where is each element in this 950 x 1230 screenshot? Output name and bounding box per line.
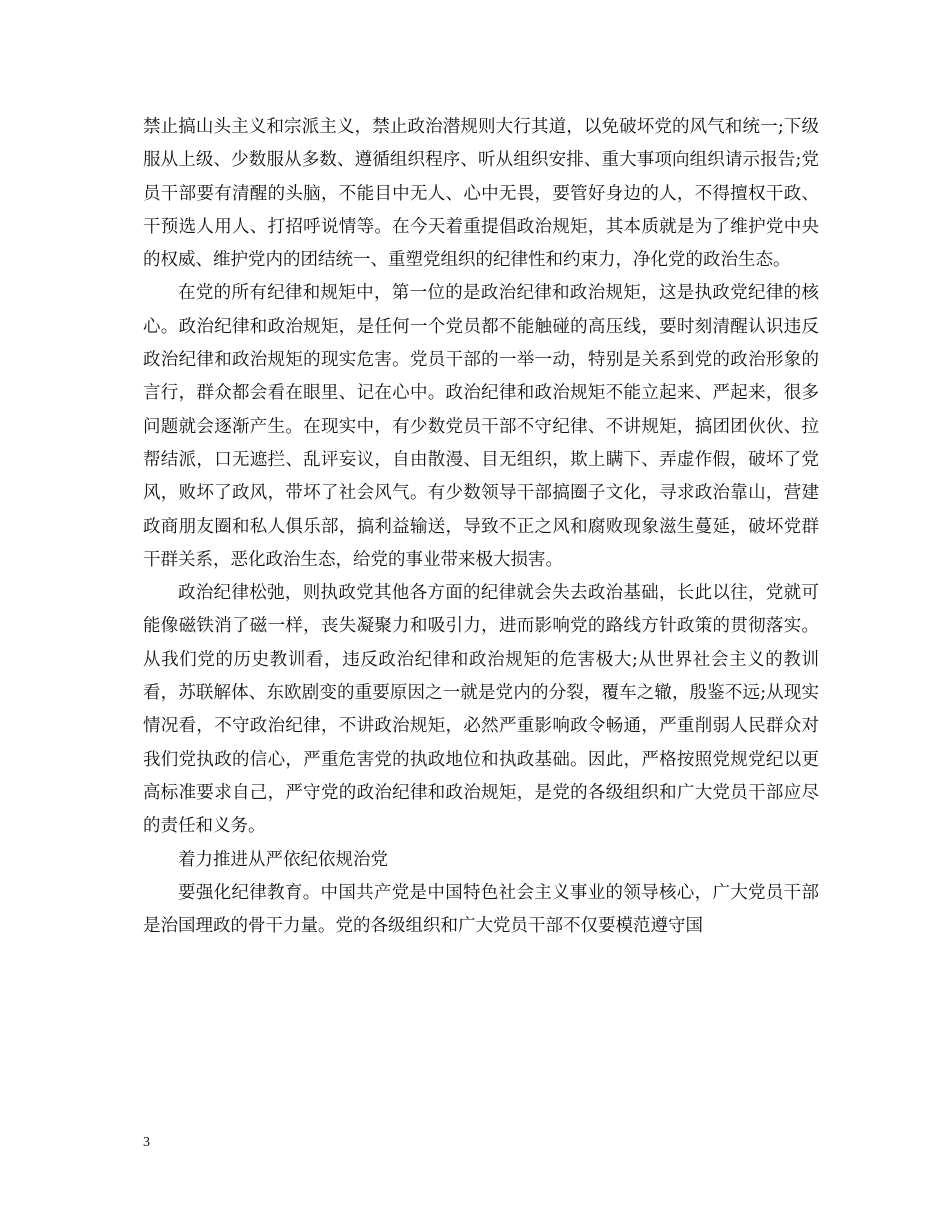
- page-number: 3: [143, 1135, 150, 1150]
- paragraph-4: 要强化纪律教育。中国共产党是中国特色社会主义事业的领导核心，广大党员干部是治国理政的骨干力量。党的各级组织和广大党员干部不仅要模范遵守国: [143, 882, 819, 937]
- paragraph-3: 政治纪律松弛，则执政党其他各方面的纪律就会失去政治基础，长此以往，党就可能像磁铁消了磁一样，丧失凝聚力和吸引力，进而影响党的路线方针政策的贯彻落实。从我们党的历史教训看，违反政治纪律和政治规矩的危害极大;从世界社会主义的教训看，苏联解体、东欧剧变的重要原因之一就是党内的分裂，覆车之辙，殷鉴不远;从现实情况看，不守政治纪律，不讲政治规矩，必然严重影响政令畅通，严重削弱人民群众对我们党执政的信心，严重危害党的执政地位和执政基础。因此，严格按照党规党纪以更高标准要求自己，严守党的政治纪律和政治规矩，是党的各级组织和广大党员干部应尽的责任和义务。: [143, 583, 819, 837]
- paragraph-1: 禁止搞山头主义和宗派主义，禁止政治潜规则大行其道，以免破坏党的风气和统一;下级服从上级、少数服从多数、遵循组织程序、听从组织安排、重大事项向组织请示报告;党员干部要有清醒的头脑，不能目中无人、心中无畏，要管好身边的人，不得擅权干政、干预选人用人、打招呼说情等。在今天着重提倡政治规矩，其本质就是为了维护党中央的权威、维护党内的团结统一、重塑党组织的纪律性和约束力，净化党的政治生态。: [143, 117, 819, 271]
- paragraph-2: 在党的所有纪律和规矩中，第一位的是政治纪律和政治规矩，这是执政党纪律的核心。政治纪律和政治规矩，是任何一个党员都不能触碰的高压线，要时刻清醒认识违反政治纪律和政治规矩的现实危害。党员干部的一举一动，特别是关系到党的政治形象的言行，群众都会看在眼里、记在心中。政治纪律和政治规矩不能立起来、严起来，很多问题就会逐渐产生。在现实中，有少数党员干部不守纪律、不讲规矩，搞团团伙伙、拉帮结派，口无遮拦、乱评妄议，自由散漫、目无组织，欺上瞒下、弄虚作假，破坏了党风，败坏了政风，带坏了社会风气。有少数领导干部搞圈子文化，寻求政治靠山，营建政商朋友圈和私人俱乐部，搞利益输送，导致不正之风和腐败现象滋生蔓延，破坏党群干群关系，恶化政治生态，给党的事业带来极大损害。: [143, 283, 819, 570]
- document-body: [143, 111, 819, 943]
- section-heading: 着力推进从严依纪依规治党: [178, 849, 388, 870]
